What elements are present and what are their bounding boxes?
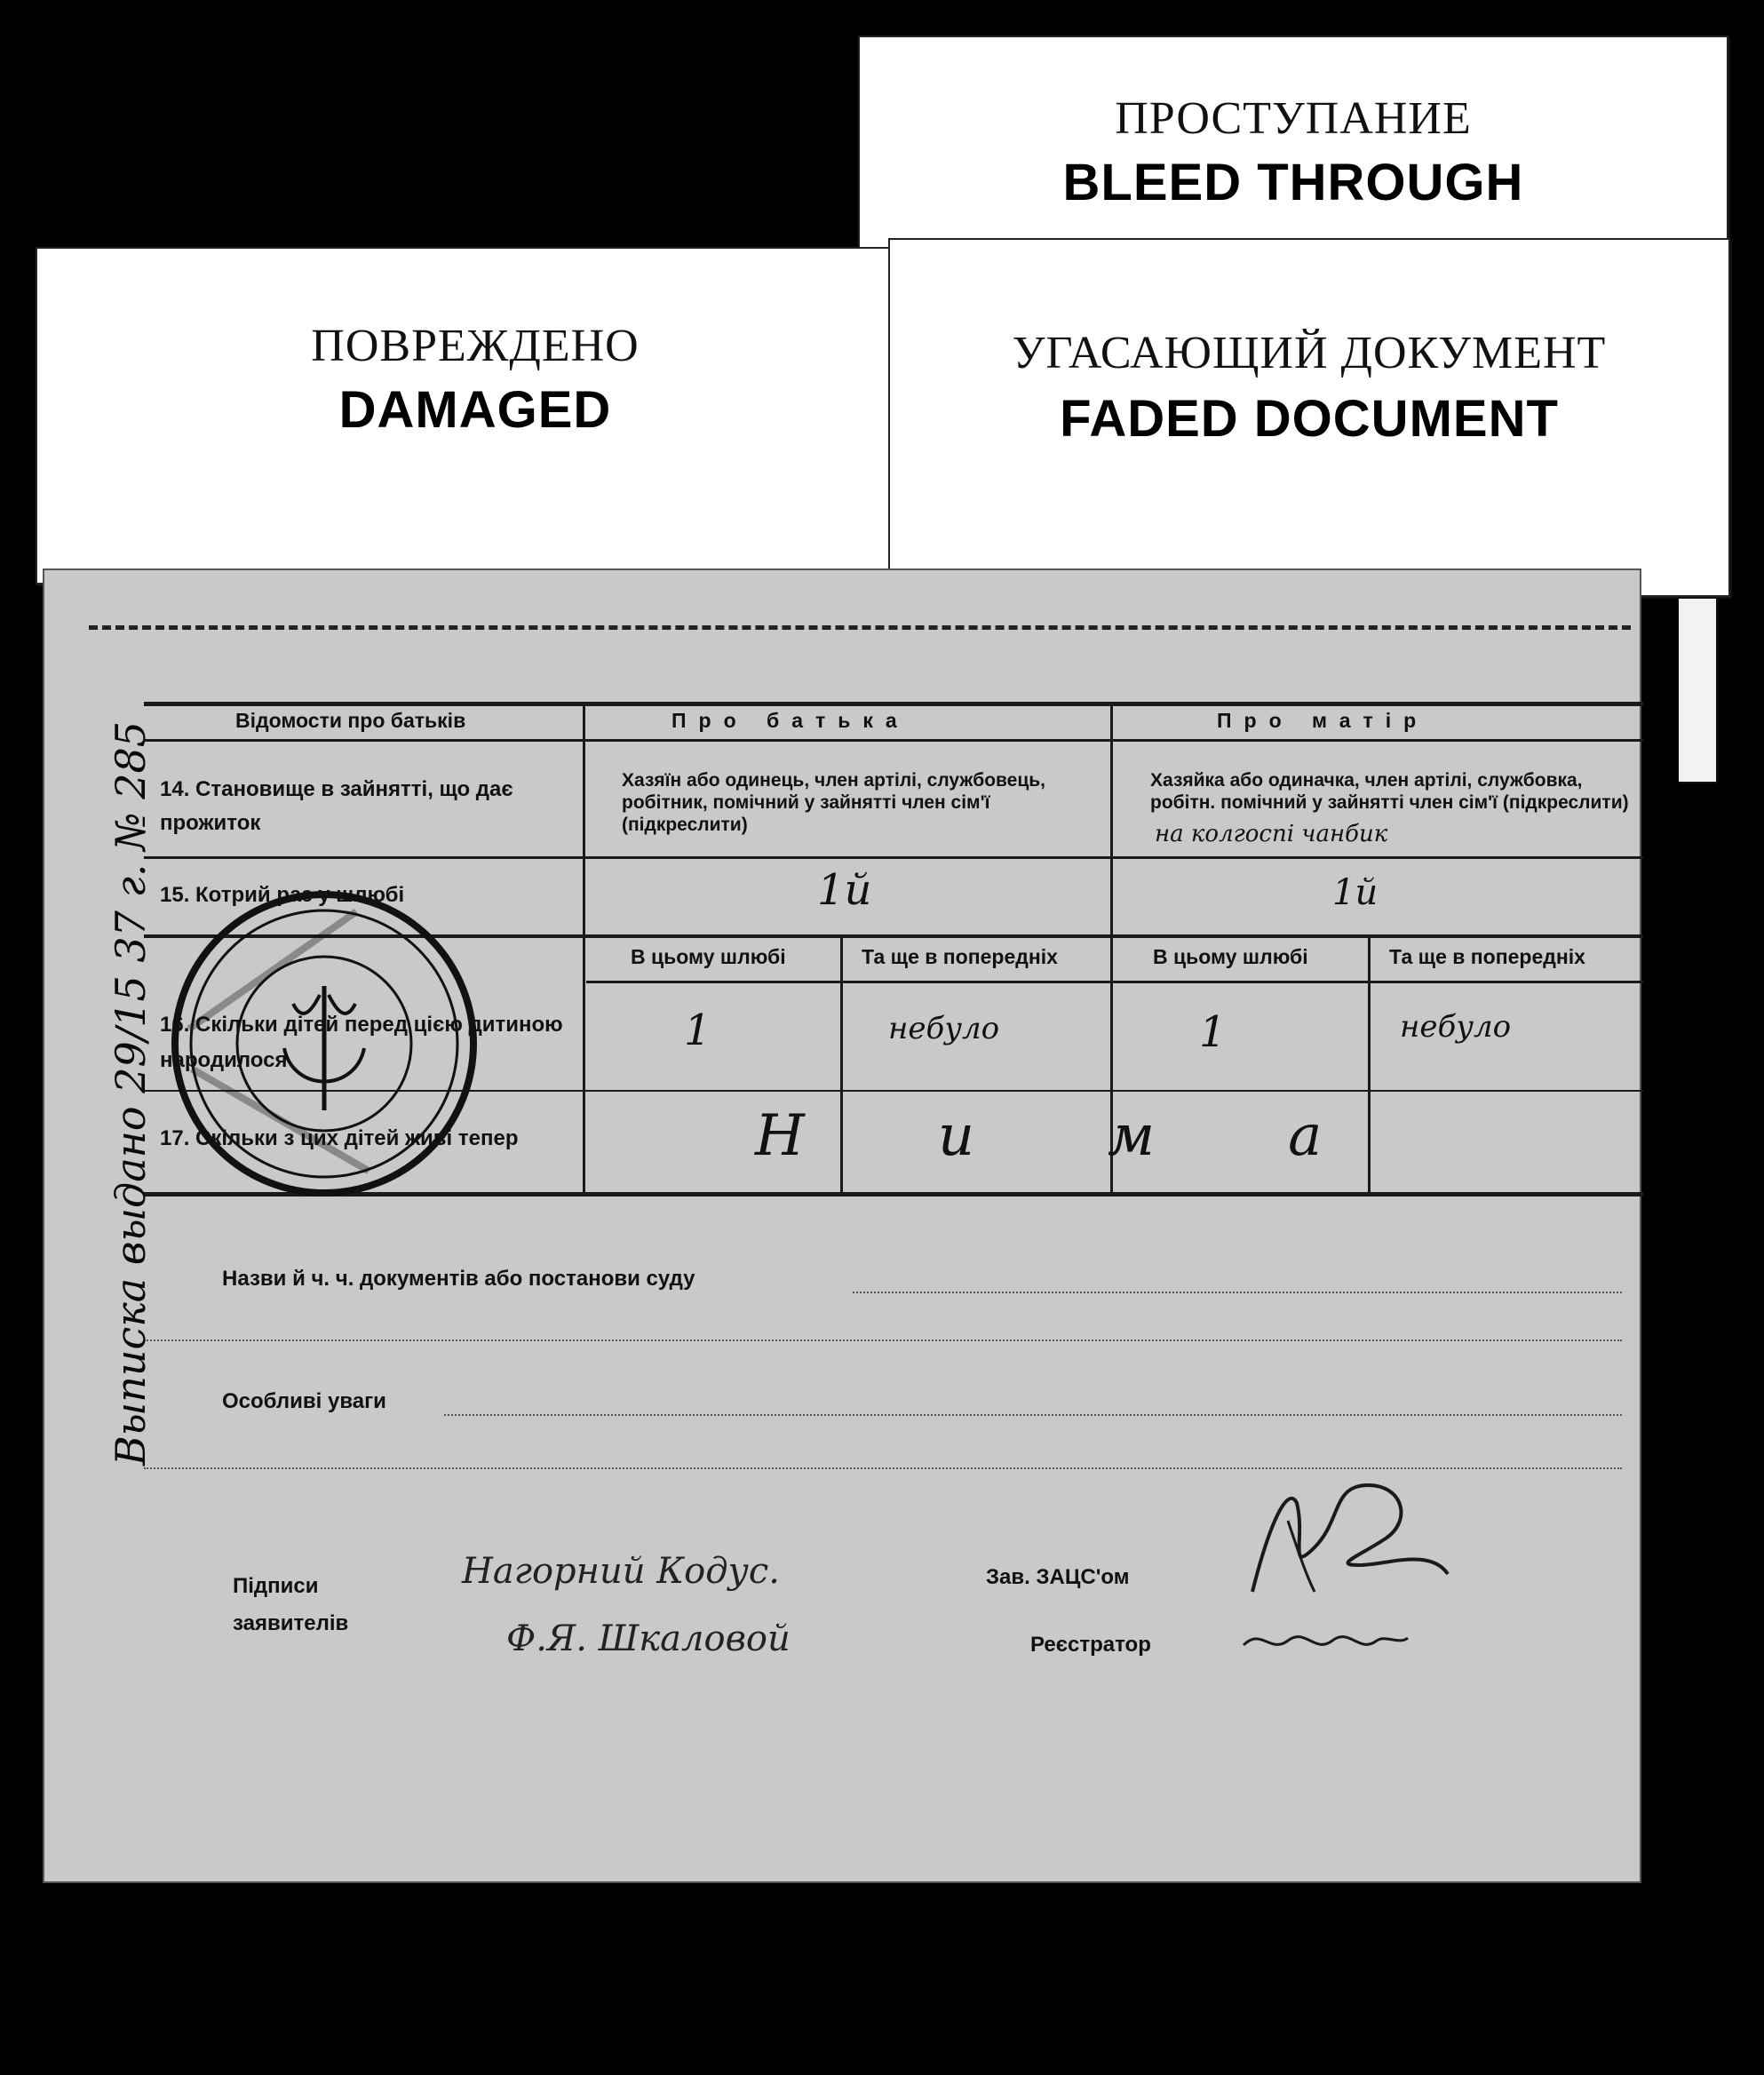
subheader-mother-prev: Та ще в попередніх [1389,945,1585,968]
row14-label: 14. Становище в зайнятті, що дає прожиток [160,777,513,835]
signature-1: Нагорний Кодус. [462,1551,780,1592]
tear-line [89,625,1631,630]
row16-father-prev: небуло [888,1011,1000,1046]
row15-father-value: 1й [817,865,872,915]
bleed-through-ru: ПРОСТУПАНИЕ [1115,93,1472,144]
signatures-label-line2: заявителів [233,1611,349,1635]
header-father: Про батька [671,709,910,732]
header-mother: Про матір [1217,709,1429,732]
subheader-rule [586,981,1643,983]
subheader-mother-this: В цьому шлюбі [1153,945,1308,968]
notes-label: Особливі уваги [222,1389,386,1413]
signature-2: Ф.Я. Шкаловой [506,1618,791,1659]
faded-document-en: FADED DOCUMENT [1060,390,1559,448]
row16-mother-prev: небуло [1400,1009,1512,1045]
damaged-card [36,247,915,584]
damaged-en: DAMAGED [338,381,612,439]
head-label: Зав. ЗАЦС'ом [986,1565,1130,1589]
official-seal-icon [169,888,480,1199]
row14-mother-options: Хазяйка або одиначка, член артілі, службовка, робітн. помічний у зайнятті член сім'ї (підкреслити) [1150,770,1629,813]
damaged-ru: ПОВРЕЖДЕНО [311,321,640,371]
bleed-through-en: BLEED THROUGH [1062,154,1524,211]
faded-document-ru: УГАСАЮЩИЙ ДОКУМЕНТ [1012,328,1607,378]
notes-line-1 [444,1414,1622,1416]
faded-document-card [888,238,1730,597]
row14-father-options: Хазяїн або одинець, член артілі, службовець, робітник, помічний у зайнятті член сім'ї (підкреслити) [622,770,1045,835]
row15-mother-value: 1й [1332,872,1379,913]
documents-line-1 [853,1292,1622,1293]
documents-label: Назви й ч. ч. документів або постанови суду [222,1267,695,1291]
documents-line-2 [144,1340,1622,1341]
header-parents-info: Відомости про батьків [235,709,466,732]
registry-form-sheet [43,568,1641,1883]
row17-value: Нима [755,1103,1456,1169]
row15-label: 15. Котрий раз у шлюбі [160,883,405,907]
margin-note-text: Выписка выдано 29/15 37 г. № 285 [107,720,155,1466]
col1-divider [583,704,585,1194]
header-rule [144,739,1643,742]
table-top-rule [144,702,1643,706]
bleed-through-card [858,36,1728,265]
registrar-signature-mark [1235,1618,1412,1663]
row16-mother-this: 1 [1199,1007,1227,1057]
subheader-father-prev: Та ще в попередніх [862,945,1058,968]
row16-label: 16. Скільки дітей перед цією дитиною народилося [160,1013,563,1072]
row17-label: 17. Скільки з цих дітей живі тепер [160,1126,519,1150]
signatures-label-line1: Підписи [233,1574,319,1598]
row14-mother-handwritten: на колгоспі чанбик [1155,821,1388,847]
registrar-label: Реєстратор [1030,1633,1151,1657]
row16-father-this: 1 [684,1006,711,1055]
subheader-father-this: В цьому шлюбі [631,945,786,968]
row14-rule [144,856,1643,859]
head-signature-mark [1235,1467,1466,1610]
